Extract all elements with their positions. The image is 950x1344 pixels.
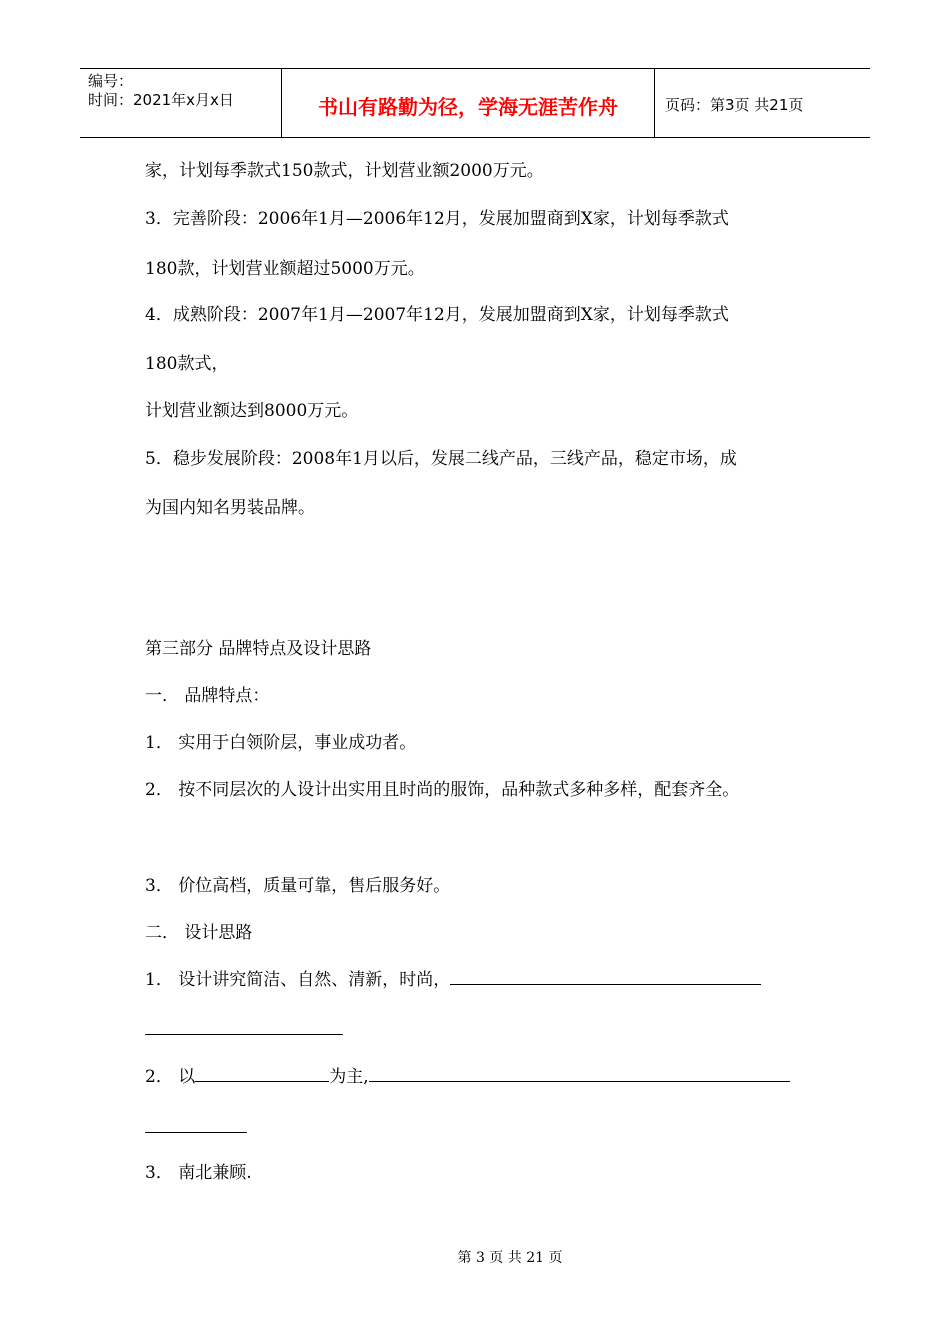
header-page-number: 页码：第3页 共21页 <box>665 95 804 114</box>
header-motto: 书山有路勤为径，学海无涯苦作舟 <box>282 69 655 137</box>
list-item-text: 2． 以 <box>145 1067 196 1087</box>
body-line: 5．稳步发展阶段：2008年1月以后，发展二线产品，三线产品，稳定市场，成 <box>145 449 737 469</box>
body-line: 180款式， <box>145 354 229 374</box>
page-footer: 第 3 页 共 21 页 <box>457 1250 563 1266</box>
list-item: 3． 南北兼顾. <box>145 1163 252 1183</box>
fill-blank <box>195 1065 329 1082</box>
fill-blank <box>145 1131 247 1133</box>
body-line: 家，计划每季款式150款式，计划营业额2000万元。 <box>145 161 544 181</box>
fill-blank <box>369 1065 790 1082</box>
list-item: 1． 实用于白领阶层，事业成功者。 <box>145 733 417 753</box>
list-item: 3． 价位高档，质量可靠，售后服务好。 <box>145 876 451 896</box>
number-label: 编号： <box>88 72 134 90</box>
time-label: 时间：2021年x月x日 <box>88 91 234 109</box>
list-item-text: 为主, <box>329 1067 369 1087</box>
body-line: 3．完善阶段：2006年1月—2006年12月，发展加盟商到X家，计划每季款式 <box>145 209 729 229</box>
list-item <box>145 968 761 991</box>
subsection-title: 一． 品牌特点： <box>145 686 270 706</box>
list-item: 2． 按不同层次的人设计出实用且时尚的服饰，品种款式多种多样，配套齐全。 <box>145 780 740 800</box>
subsection-title: 二． 设计思路 <box>145 923 253 943</box>
header-meta <box>80 69 282 137</box>
list-item <box>145 1065 790 1088</box>
fill-blank <box>145 1033 343 1035</box>
body-line: 4．成熟阶段：2007年1月—2007年12月，发展加盟商到X家，计划每季款式 <box>145 305 729 325</box>
section-title: 第三部分 品牌特点及设计思路 <box>145 639 372 659</box>
fill-blank <box>450 968 761 985</box>
page-header <box>80 68 870 138</box>
body-line: 为国内知名男装品牌。 <box>145 498 315 518</box>
list-item-text: 1． 设计讲究简洁、自然、清新，时尚， <box>145 970 451 990</box>
body-line: 180款，计划营业额超过5000万元。 <box>145 259 425 279</box>
body-line: 计划营业额达到8000万元。 <box>145 401 359 421</box>
